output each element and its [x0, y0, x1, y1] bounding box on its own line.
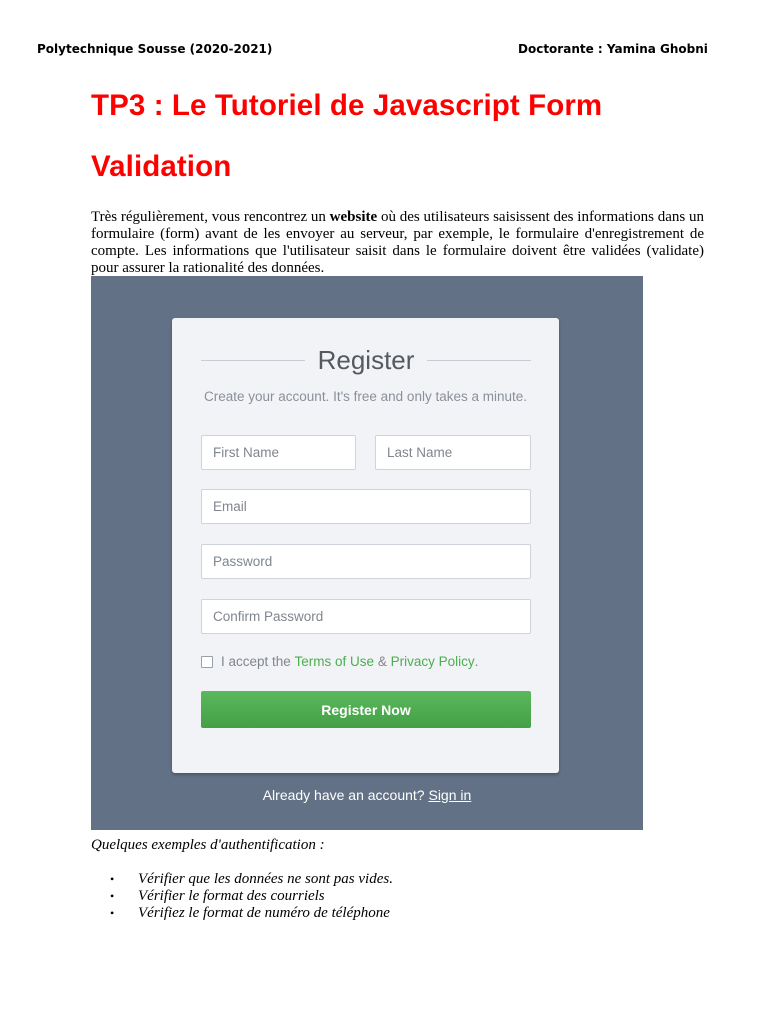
last-name-placeholder: Last Name: [387, 445, 453, 460]
list-item: [110, 871, 393, 888]
register-subtitle: Create your account. It's free and only takes a minute.: [204, 389, 527, 404]
terms-and: &: [374, 654, 391, 669]
confirm-password-placeholder: Confirm Password: [213, 609, 324, 624]
list-item: [110, 905, 393, 922]
register-title: Register: [317, 344, 415, 375]
terms-row: [201, 654, 478, 669]
list-item: [110, 888, 393, 905]
sign-in-link[interactable]: Sign in: [428, 787, 472, 803]
intro-paragraph: [91, 209, 704, 277]
confirm-password-field[interactable]: [201, 599, 531, 634]
email-field[interactable]: [201, 489, 531, 524]
accept-terms-checkbox[interactable]: [201, 656, 213, 668]
header-author: Doctorante : Yamina Ghobni: [518, 42, 708, 56]
bullet-icon: •: [110, 872, 115, 886]
last-name-field[interactable]: [375, 435, 531, 470]
register-heading: [201, 340, 531, 380]
register-card: [172, 318, 559, 773]
already-account-row: [91, 787, 643, 803]
list-item-text: Vérifier que les données ne sont pas vides.: [138, 871, 393, 887]
privacy-policy-link[interactable]: Privacy Policy: [390, 654, 475, 669]
first-name-field[interactable]: [201, 435, 356, 470]
password-placeholder: Password: [213, 554, 273, 569]
heading-divider-left: [201, 360, 305, 361]
examples-heading: Quelques exemples d'authentification :: [91, 837, 325, 853]
heading-divider-right: [427, 360, 531, 361]
first-name-placeholder: First Name: [213, 445, 280, 460]
register-now-button[interactable]: Register Now: [201, 691, 531, 728]
intro-text-start: Très régulièrement, vous rencontrez un: [91, 209, 330, 225]
email-placeholder: Email: [213, 499, 247, 514]
terms-of-use-link[interactable]: Terms of Use: [294, 654, 375, 669]
intro-text-end: où des utilisateurs saisissent des informations dans un formulaire (form) avant de les envoyer au serveur, par exemple, le formulaire d'enregistrement de compte. Les informations que l'utilisateur saisit dans le formulaire doivent être validées (validate) pour assurer la rationalité des données.: [91, 209, 704, 276]
register-form-screenshot: [91, 276, 643, 830]
already-account-text: Already have an account?: [262, 787, 429, 803]
list-item-text: Vérifiez le format de numéro de téléphone: [138, 905, 390, 921]
page-title-line-1: TP3 : Le Tutoriel de Javascript Form: [91, 89, 603, 122]
terms-suffix: .: [474, 654, 479, 669]
page-title-line-2: Validation: [91, 150, 232, 183]
password-field[interactable]: [201, 544, 531, 579]
intro-bold-term: website: [329, 209, 378, 225]
terms-prefix: I accept the: [221, 654, 295, 669]
bullet-icon: •: [110, 889, 115, 903]
examples-list: [110, 871, 393, 922]
bullet-icon: •: [110, 906, 115, 920]
list-item-text: Vérifier le format des courriels: [138, 888, 325, 904]
header-institution: Polytechnique Sousse (2020-2021): [37, 42, 273, 56]
